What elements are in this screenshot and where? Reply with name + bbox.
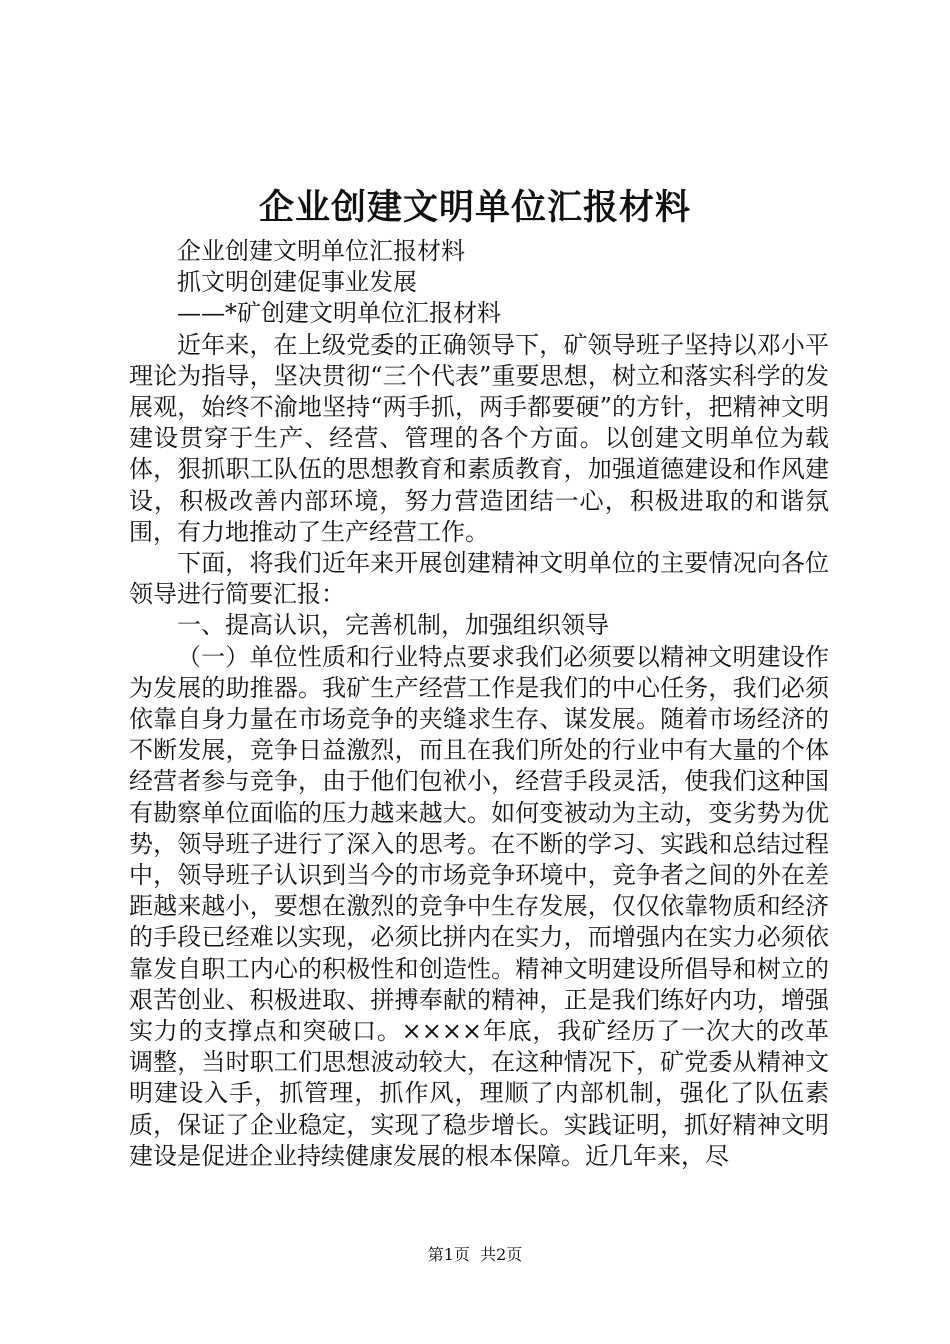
page-footer — [0, 1244, 950, 1266]
page-number: 第1页 — [427, 1245, 470, 1264]
paragraph-subtitle-3: ——*矿创建文明单位汇报材料 — [177, 299, 501, 328]
paragraph-subtitle-2: 抓文明创建促事业发展 — [177, 268, 417, 297]
paragraph-intro: 近年来，在上级党委的正确领导下，矿领导班子坚持以邓小平理论为指导，坚决贯彻“三个代表”重要思想，树立和落实科学的发展观，始终不渝地坚持“两手抓，两手都要硬”的方针，把精神文明建设贯穿于生产、经营、管理的各个方面。以创建文明单位为载体，狠抓职工队伍的思想教育和素质教育，加强道德建设和作风建设，积极改善内部环境，努力营造团结一心，积极进取的和谐氛围，有力地推动了生产经营工作。 — [129, 330, 829, 546]
paragraph-summary-lead: 下面，将我们近年来开展创建精神文明单位的主要情况向各位领导进行简要汇报： — [129, 549, 829, 609]
section-heading-1: 一、提高认识，完善机制，加强组织领导 — [177, 611, 609, 640]
document-body — [129, 236, 829, 1172]
paragraph-subtitle-1: 企业创建文明单位汇报材料 — [177, 237, 465, 265]
document-title: 企业创建文明单位汇报材料 — [258, 187, 691, 228]
paragraph-section-1-1: （一）单位性质和行业特点要求我们必须要以精神文明建设作为发展的助推器。我矿生产经营工作是我们的中心任务，我们必须依靠自身力量在市场竞争的夹缝求生存、谋发展。随着市场经济的不断发展，竞争日益激烈，而且在我们所处的行业中有大量的个体经营者参与竞争，由于他们包袱小，经营手段灵活，使我们这种国有勘察单位面临的压力越来越大。如何变被动为主动，变劣势为优势，领导班子进行了深入的思考。在不断的学习、实践和总结过程中，领导班子认识到当今的市场竞争环境中，竞争者之间的外在差距越来越小，要想在激烈的竞争中生存发展，仅仅依靠物质和经济的手段已经难以实现，必须比拼内在实力，而增强内在实力必须依靠发自职工内心的积极性和创造性。精神文明建设所倡导和树立的艰苦创业、积极进取、拼搏奉献的精神，正是我们练好内功，增强实力的支撑点和突破口。××××年底，我矿经历了一次大的改革调整，当时职工们思想波动较大，在这种情况下，矿党委从精神文明建设入手，抓管理，抓作风，理顺了内部机制，强化了队伍素质，保证了企业稳定，实现了稳步增长。实践证明，抓好精神文明建设是促进企业持续健康发展的根本保障。近几年来，尽 — [129, 642, 829, 1170]
page-total: 共2页 — [480, 1245, 523, 1264]
